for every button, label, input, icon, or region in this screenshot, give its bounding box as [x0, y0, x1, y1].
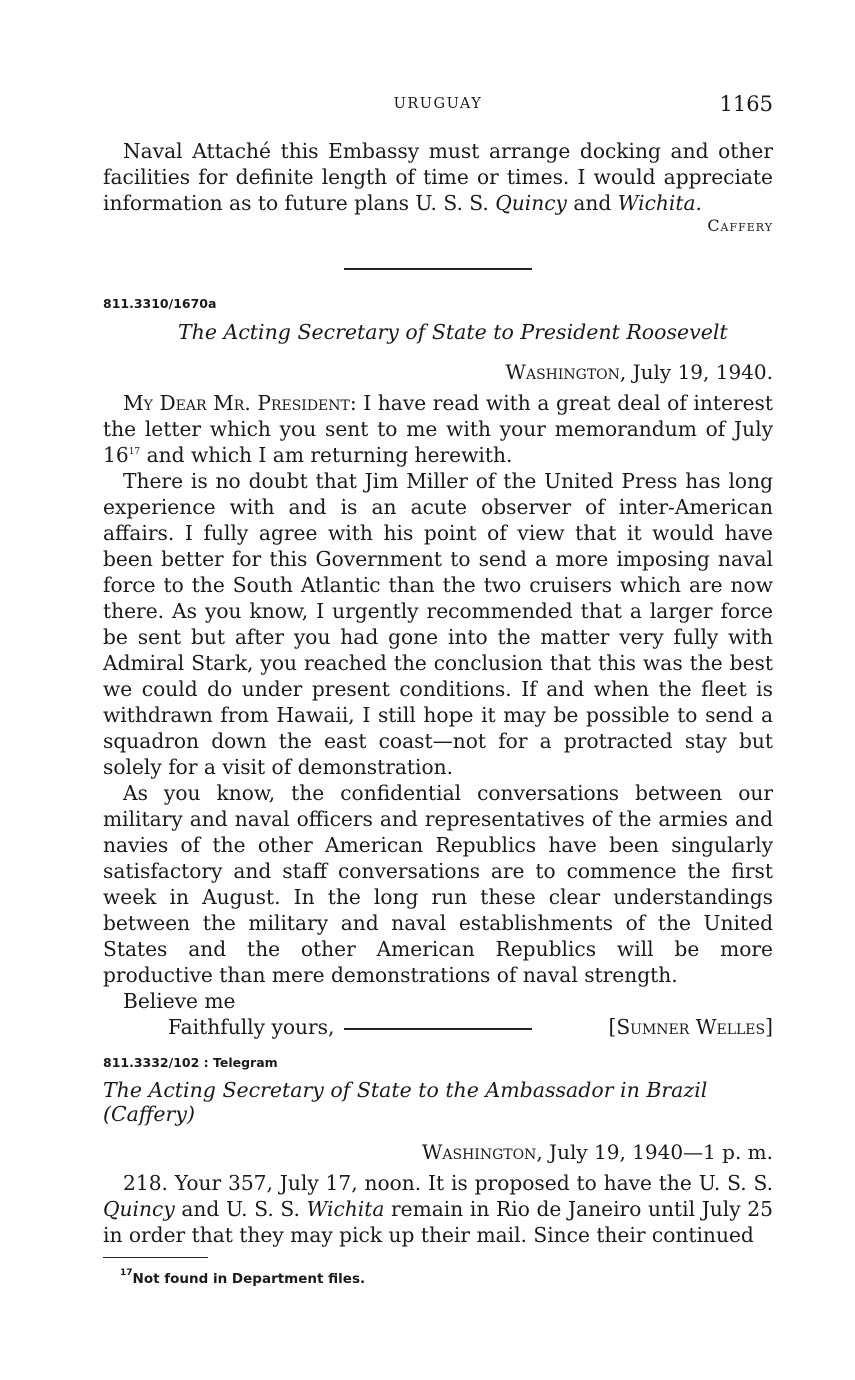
ship-name-quincy: Quincy: [103, 1197, 175, 1221]
document-1: [103, 296, 773, 1040]
continuation-text: Naval Attaché this Embassy must arrange docking and other facilities for definite length of time or times. I would appreciate information as to future plans U. S. S.: [103, 139, 773, 215]
dateline-date: , July 19, 1940—1 p. m.: [536, 1140, 773, 1164]
dateline: [103, 360, 773, 384]
complimentary-close: Faithfully yours,: [168, 1015, 335, 1039]
closing-line: [103, 1014, 773, 1040]
conjunction: and: [566, 191, 618, 215]
page-number: 1165: [719, 92, 773, 116]
dateline-place: Washington: [421, 1140, 537, 1164]
document-title: The Acting Secretary of State to President Roosevelt: [178, 320, 728, 344]
dateline-place: Washington: [505, 360, 620, 384]
section-divider-2: [103, 1028, 773, 1030]
paragraph-text: and U. S. S.: [174, 1197, 307, 1221]
footnote-marker: 17: [120, 1268, 133, 1278]
section-divider-1: [103, 268, 773, 270]
continuation-paragraph: [103, 138, 773, 216]
running-head: URUGUAY: [393, 96, 483, 112]
ship-name-wichita: Wichita.: [617, 191, 702, 215]
believe-me: Believe me: [123, 989, 236, 1013]
ship-name-wichita: Wichita: [306, 1197, 385, 1221]
continuation-section: [103, 138, 773, 235]
file-number: 811.3310/1670a: [103, 296, 217, 311]
salutation-paragraph: [103, 390, 773, 468]
footnote-rule: [103, 1257, 208, 1258]
paragraph-text: : I have read with a great deal of interest the letter which you sent to me with your memorandum of July 16: [103, 391, 773, 467]
paragraph-3: As you know, the confidential conversations between our military and naval officers and representatives of the armies and navies of the other American Republics have been singularly satisfactory and staff conversations are to commence the first week in August. In the long run these clear understandings between the military and naval establishments of the United States and the other American Republics will be more productive than mere demonstrations of naval strength.: [103, 781, 773, 987]
paragraph-2: There is no doubt that Jim Miller of the United Press has long experience with and is an acute observer of inter-American affairs. I fully agree with his point of view that it would have been better for this Government to send a more imposing naval force to the South Atlantic than the two cruisers which are now there. As you know, I urgently recommended that a larger force be sent but after you had gone into the matter very fully with Admiral Stark, you reached the conclusion that this was the best we could do under present conditions. If and when the fleet is withdrawn from Hawaii, I still hope it may be possible to send a squadron down the east coast—not for a protracted stay but solely for a visit of demonstration.: [103, 469, 773, 779]
document-title: [103, 1078, 773, 1126]
telegram-paragraph: [103, 1170, 773, 1248]
document-title-name: (Caffery): [103, 1102, 195, 1126]
caffery-signature: Caffery: [707, 216, 773, 235]
file-number: 811.3332/102 : Telegram: [103, 1055, 278, 1070]
paragraph-text-end: and which I am returning herewith.: [140, 443, 513, 467]
horizontal-rule: [344, 268, 532, 270]
welles-signature: [Sumner Welles]: [608, 1015, 773, 1039]
page-header: [103, 92, 773, 120]
footnote-reference: 17: [128, 447, 141, 457]
document-2: [103, 1055, 773, 1248]
footnote-text: Not found in Department files.: [132, 1271, 366, 1287]
salutation: My Dear Mr. President: [123, 391, 350, 415]
document-title-text: The Acting Secretary of State to the Ambassador in Brazil: [103, 1078, 708, 1102]
dateline: [103, 1140, 773, 1164]
dateline-date: , July 19, 1940.: [619, 360, 773, 384]
horizontal-rule: [344, 1028, 532, 1030]
footnote-17: [103, 1268, 773, 1287]
paragraph-text: 218. Your 357, July 17, noon. It is proposed to have the U. S. S.: [123, 1171, 773, 1195]
footnotes: [103, 1257, 773, 1287]
paragraph-text: remain in Rio de Janeiro until July 25 in order that they may pick up their mail. Since their continued: [103, 1197, 773, 1247]
ship-name-quincy: Quincy: [495, 191, 567, 215]
